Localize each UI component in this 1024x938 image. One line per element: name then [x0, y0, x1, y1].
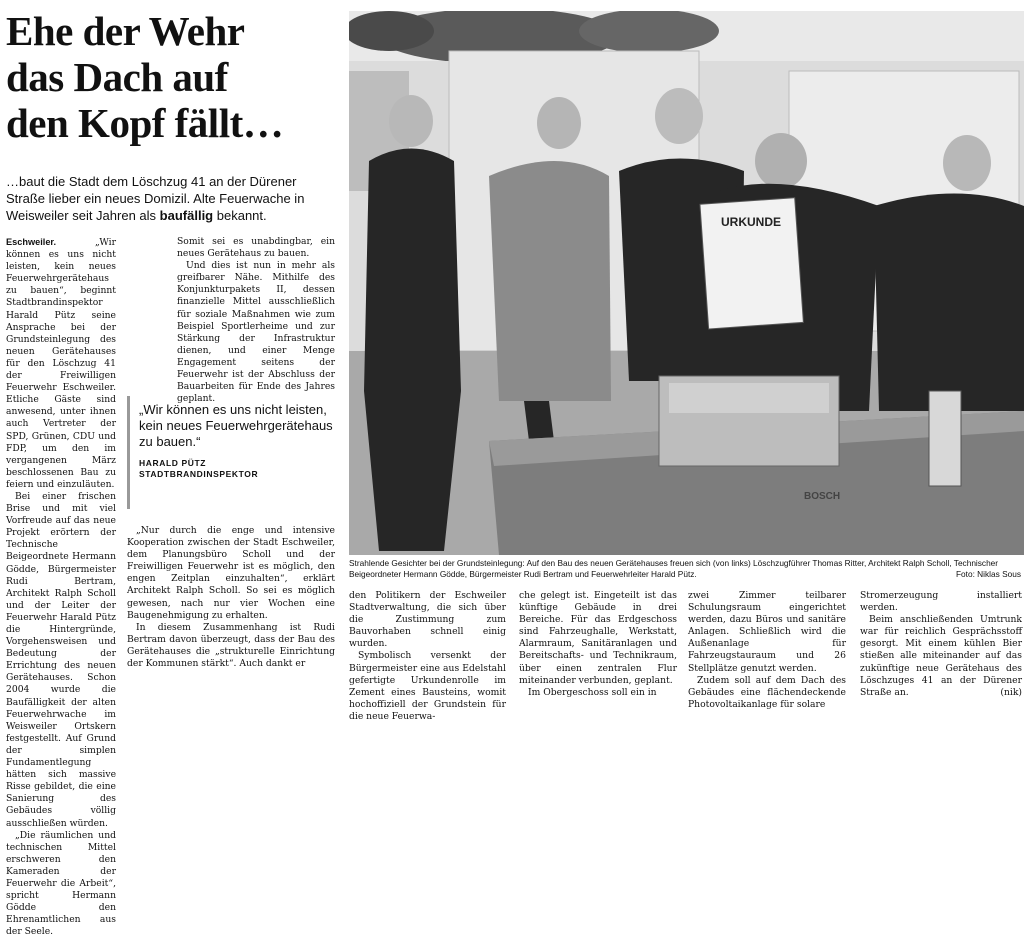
- paragraph-text: „Wir können es uns nicht leisten, kein neues Feuerwehrgerätehaus zu bauen“, beginnt Stadtbrandinspektor Harald Pütz seine Ansprache bei der Grundsteinlegung des neuen Gerätehauses für den Löschzug 41 der Freiwilligen Feuerwehr Eschweiler. Etliche Gäste sind anwesend, unter ihnen auch Vertreter der SPD, Grünen, CDU und FDP, um den im vergangenen März beschlossenen Bau zu feiern und einzuläuten.: [6, 237, 116, 490]
- article-column-5: [688, 590, 846, 711]
- article-column-2-lower: [127, 525, 335, 670]
- article-column-6: [860, 590, 1022, 699]
- paragraph: Bei einer frischen Brise und mit viel Vorfreude auf das neue Projekt erörtern der Technische Beigeordnete Hermann Gödde, Bürgermeister Rudi Bertram, Architekt Ralph Scholl und der Leiter der Feuerwehr Harald Pütz die Hintergründe, Vorgehensweisen und Bedeutung der Errichtung des neuen Gerätehauses. Schon 2004 wurde die Baufälligkeit der alten Feuerwehrwache im Weisweiler Ortskern festgestellt. Auf Grund der simplen Fundamentlegung hätten sich massive Risse gebildet, die eine Sanierung des Gebäudes völlig ausschließen würden.: [6, 490, 116, 829]
- subhead-text: …baut die Stadt dem Löschzug 41 an der Dürener Straße lieber ein neues Domizil. Alte Feuerwache in Weisweiler seit Jahren als: [6, 174, 305, 223]
- dateline: Eschweiler.: [6, 237, 57, 247]
- photo-credit: Foto: Niklas Sous: [955, 569, 1021, 579]
- caption-text: Strahlende Gesichter bei der Grundsteinlegung: Auf den Bau des neuen Gerätehauses freuen sich (von links) Löschzugführer Thomas Ritter, Architekt Ralph Scholl, Technischer Beigeordneter Hermann Gödde, Bürgermeister Rudi Bertram und Feuerwehrleiter Harald Pütz.: [349, 558, 999, 579]
- quote-author: HARALD PÜTZ: [139, 458, 207, 468]
- table-marking: BOSCH: [804, 491, 841, 502]
- article-column-1: [6, 236, 116, 938]
- paragraph: Im Obergeschoss soll ein in: [528, 686, 657, 698]
- article-column-2: [177, 236, 335, 405]
- paragraph: che gelegt ist. Eingeteilt ist das künftige Gebäude in drei Bereiche. Für das Erdgeschoss sind Fahrzeughalle, Werkstatt, Alarmraum, Sanitäranlagen und Bereitschafts- und Technikraum, über einen zentralen Flur miteinander verbunden, geplant.: [519, 590, 677, 686]
- photo-illustration: [349, 11, 1024, 555]
- headline: [6, 8, 342, 146]
- author-signature: (nik): [1000, 686, 1022, 698]
- headline-line-2: das Dach auf: [6, 54, 228, 100]
- paragraph-text: Beim anschließenden Umtrunk war für reichlich Gesprächsstoff gesorgt. Mit einem kühlen Bier stießen alle miteinander auf das zukünftige neue Gerätehaus des Löschzuges 41 an der Dürener Straße an.: [860, 614, 1022, 698]
- article-photo: [349, 11, 1024, 555]
- headline-line-3: den Kopf fällt…: [6, 100, 284, 146]
- photo-caption: [349, 558, 1021, 580]
- paragraph: In diesem Zusammenhang ist Rudi Bertram davon überzeugt, dass der Bau des Gerätehauses die „strukturelle Einrichtung der Kommunen stärkt“. Auch dankt er: [127, 621, 335, 670]
- subheadline: [6, 173, 334, 224]
- pull-quote: [127, 396, 334, 509]
- paragraph: „Die räumlichen und technischen Mittel erschweren den Kameraden der Feuerwehr die Arbeit“, spricht Hermann Gödde den Ehrenamtlichen aus der Seele.: [6, 829, 116, 938]
- article-column-4: [519, 590, 677, 699]
- paragraph: zwei Zimmer teilbarer Schulungsraum eingerichtet werden, dazu Büros und sanitäre Anlagen. Schließlich wird die Außenanlage für Fahrzeugstauraum und 26 Stellplätze genutzt werden.: [688, 590, 846, 674]
- article-column-3: [349, 590, 506, 723]
- quote-role: STADTBRANDINSPEKTOR: [139, 469, 259, 479]
- paragraph: Stromerzeugung installiert werden.: [860, 590, 1022, 614]
- paragraph: [6, 236, 116, 491]
- paragraph: [860, 614, 1022, 699]
- paragraph: Und dies ist nun in mehr als greifbarer Nähe. Mithilfe des Konjunkturpakets II, dessen finanzielle Mittel ausschließlich für soziale Maßnahmen wie zum Beispiel Sportlerheime und zur Stärkung der Infrastruktur dienen, und einer Menge Engagement seitens der Feuerwehr ist der Abschluss der Bauarbeiten für Ende des Jahres geplant.: [177, 260, 335, 405]
- document-label: URKUNDE: [721, 215, 781, 229]
- subhead-bold: baufällig: [159, 208, 214, 223]
- paragraph: Zudem soll auf dem Dach des Gebäudes eine flächendeckende Photovoltaikanlage für solare: [688, 674, 846, 710]
- headline-line-1: Ehe der Wehr: [6, 8, 245, 54]
- paragraph: den Politikern der Eschweiler Stadtverwaltung, die sich über die Zustimmung zum Bauvorhaben schnell einig wurden.: [349, 590, 506, 650]
- paragraph: Symbolisch versenkt der Bürgermeister eine aus Edelstahl gefertigte Urkundenrolle im Zement eines Bausteins, womit hochoffiziell der Grundstein für die neue Feuerwa-: [349, 650, 506, 722]
- paragraph: Somit sei es unabdingbar, ein neues Gerätehaus zu bauen.: [177, 236, 335, 260]
- subhead-end: bekannt.: [216, 208, 267, 223]
- paragraph: „Nur durch die enge und intensive Kooperation zwischen der Stadt Eschweiler, dem Planungsbüro Scholl und der Freiwilligen Feuerwehr ist es möglich, den engen Zeitplan einzuhalten“, erklärt Architekt Ralph Scholl. So sei es möglich gewesen, nach nur vier Wochen eine Baugenehmigung zu erhalten.: [127, 525, 335, 621]
- quote-text: „Wir können es uns nicht leisten, kein neues Feuerwehrgerätehaus zu bauen.“: [139, 402, 333, 449]
